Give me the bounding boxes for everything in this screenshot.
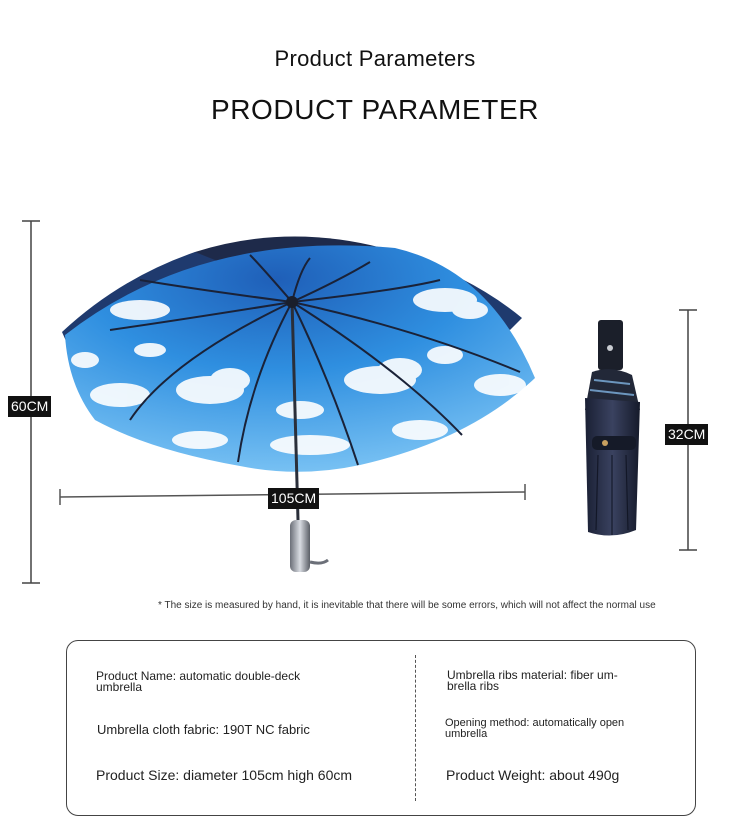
- width-label: 105CM: [268, 488, 319, 509]
- param-opening-method: Opening method: automatically open umbrella: [445, 717, 625, 740]
- param-ribs-material: Umbrella ribs material: fiber um-brella ribs: [447, 668, 618, 693]
- column-divider: [415, 655, 416, 801]
- height-label: 60CM: [8, 396, 51, 417]
- folded-height-label: 32CM: [665, 424, 708, 445]
- param-product-size: Product Size: diameter 105cm high 60cm: [96, 767, 353, 783]
- page-title: PRODUCT PARAMETER: [210, 94, 540, 125]
- param-product-weight: Product Weight: about 490g: [446, 767, 620, 783]
- param-cloth-fabric: Umbrella cloth fabric: 190T NC fabric: [97, 722, 310, 737]
- folded-umbrella: [585, 320, 640, 536]
- parameters-panel: [66, 640, 696, 816]
- page-subtitle: Product Parameters: [274, 46, 476, 71]
- param-product-name: Product Name: automatic double-deck umbrella: [96, 669, 301, 694]
- open-umbrella: [62, 236, 535, 572]
- measurement-note: * The size is measured by hand, it is inevitable that there will be some errors, which will not affect the normal use: [158, 600, 656, 611]
